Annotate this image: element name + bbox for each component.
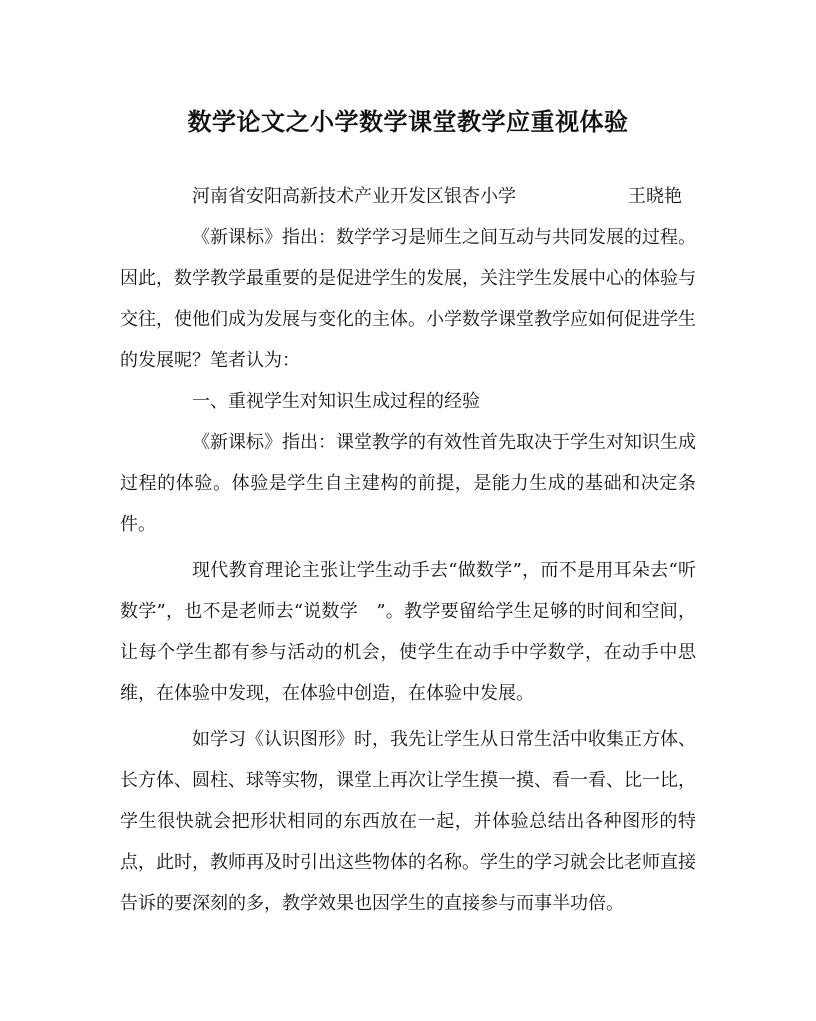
section-heading-1: 一、重视学生对知识生成过程的经验 xyxy=(192,391,480,412)
document-body xyxy=(120,176,696,924)
paragraph-example: 如学习《认识图形》时，我先让学生从日常生活中收集正方体、长方体、圆柱、球等实物，课堂上再次让学生摸一摸、看一看、比一比，学生很快就会把形状相同的东西放在一起，并体验总结出各种图形的特点，此时，教师再及时引出这些物体的名称。学生的学习就会比老师直接告诉的要深刻的多，教学效果也因学生的直接参与而事半功倍。 xyxy=(120,729,696,914)
document-title: 数学论文之小学数学课堂教学应重视体验 xyxy=(187,107,629,136)
paragraph-curriculum: 《新课标》指出：课堂教学的有效性首先取决于学生对知识生成过程的体验。体验是学生自主建构的前提，是能力生成的基础和决定条件。 xyxy=(120,432,696,535)
author-affiliation: 河南省安阳高新技术产业开发区银杏小学 xyxy=(192,186,516,207)
author-line xyxy=(120,176,696,217)
paragraph-intro: 《新课标》指出：数学学习是师生之间互动与共同发展的过程。因此，数学教学最重要的是促进学生的发展，关注学生发展中心的体验与交往，使他们成为发展与变化的主体。小学数学课堂教学应如何促进学生的发展呢？笔者认为： xyxy=(120,227,696,371)
author-name: 王晓艳 xyxy=(628,186,682,207)
paragraph-modern-theory: 现代教育理论主张让学生动手去“做数学”，而不是用耳朵去“听数学”，也不是老师去“说数学 ”。教学要留给学生足够的时间和空间，让每个学生都有参与活动的机会，使学生在动手中学数学，在动手中思维，在体验中发现，在体验中创造，在体验中发展。 xyxy=(120,560,696,704)
